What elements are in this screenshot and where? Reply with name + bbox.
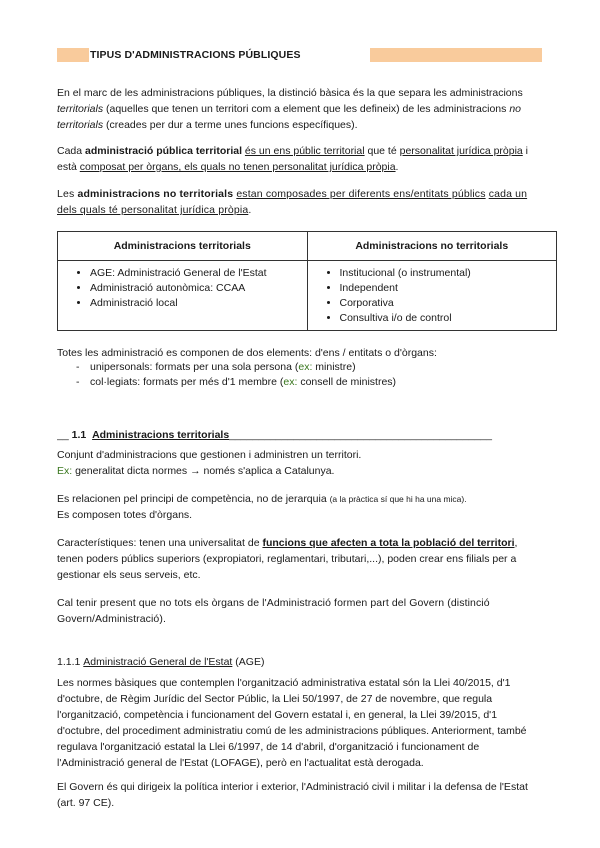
section-paragraph-1: Conjunt d'administracions que gestionen i administren un territori. Ex: generalitat dicta normes → només s'aplica a Catalunya.: [57, 449, 362, 477]
section-paragraph-3: Característiques: tenen una universalitat de funcions que afecten a tota la població del territori, tenen poders públics superiors (expropiatori, reglamentari, tributari,...), poden crear ens filials per a gestionar els seus serveis, etc.: [57, 537, 518, 581]
list-item: • Administració local: [90, 296, 301, 311]
table-cell-territorial: [58, 261, 308, 331]
intro-line-2: territorials (aquelles que tenen un territori com a element que les defineix) de les administracions no: [57, 103, 521, 115]
section-heading: __ 1.1 Administracions territorials_____________________________________________: [57, 429, 492, 441]
elements-intro: Totes les administració es componen de dos elements: d'ens / entitats o d'òrgans:: [57, 347, 437, 359]
list-item: • Consultiva i/o de control: [340, 311, 551, 326]
elements-list: [76, 360, 396, 390]
intro-line-3: territorials (creades per dur a terme unes funcions específiques).: [57, 119, 358, 131]
list-item: - col·legiats: formats per més d'1 membre (ex: consell de ministres): [76, 376, 397, 388]
list-item: • Institucional (o instrumental): [340, 266, 551, 281]
intro-line-1: En el marc de les administracions públiques, la distinció bàsica és la que separa les administracions: [57, 87, 523, 99]
subsection-heading: 1.1.1 Administració General de l'Estat (AGE): [57, 656, 265, 668]
table-header-nonterritorial: Administracions no territorials: [307, 232, 557, 261]
administrations-table: [57, 231, 557, 331]
list-item: • Administració autonòmica: CCAA: [90, 281, 301, 296]
territorial-definition: Cada administració pública territorial és un ens públic territorial que té personalitat jurídica pròpia i està composat per òrgans, els quals no tenen personalitat jurídica pròpia.: [57, 145, 529, 173]
list-item: • Independent: [340, 281, 551, 296]
table-header-territorial: Administracions territorials: [58, 232, 308, 261]
intro-paragraph: [57, 85, 547, 133]
page-title: TIPUS D'ADMINISTRACIONS PÚBLIQUES: [90, 49, 301, 61]
title-row: [57, 48, 542, 62]
list-item: • Corporativa: [340, 296, 551, 311]
table-cell-nonterritorial: [307, 261, 557, 331]
section-paragraph-2: Es relacionen pel principi de competència, no de jerarquia (a la pràctica sí que hi ha una mica). Es composen totes d'òrgans.: [57, 493, 467, 521]
section-paragraph-6: El Govern és qui dirigeix la política interior i exterior, l'Administració civil i militar i la defensa de l'Estat (art. 97 CE).: [57, 781, 528, 809]
list-item: - unipersonals: formats per una sola persona (ex: ministre): [76, 361, 356, 373]
nonterritorial-definition: Les administracions no territorials estan composades per diferents ens/entitats públics cada un dels quals té personalitat jurídica pròpia.: [57, 188, 528, 216]
section-paragraph-5: Les normes bàsiques que contemplen l'organització administrativa estatal són la Llei 40/2015, d'1 d'octubre, de Règim Jurídic del Sector Públic, la Llei 50/1997, de 27 de novembre, que regula l'organització, competència i funcionament del Govern estatal i, en general, la Llei 39/2015, d'1 d'octubre, del procediment administratiu comú de les administracions públiques. Anteriorment, també regulava l'organització estatal la Llei 6/1997, de 14 d'abril, d'organització i funcionament de l'Administració general de l'Estat (LOFAGE), però en l'actualitat està derogada.: [57, 677, 527, 769]
section-paragraph-4: Cal tenir present que no tots els òrgans de l'Administració formen part del Govern (distinció Govern/Administració).: [57, 597, 490, 625]
title-highlight-left: [57, 48, 89, 62]
title-highlight-right: [370, 48, 542, 62]
list-item: • AGE: Administració General de l'Estat: [90, 266, 301, 281]
